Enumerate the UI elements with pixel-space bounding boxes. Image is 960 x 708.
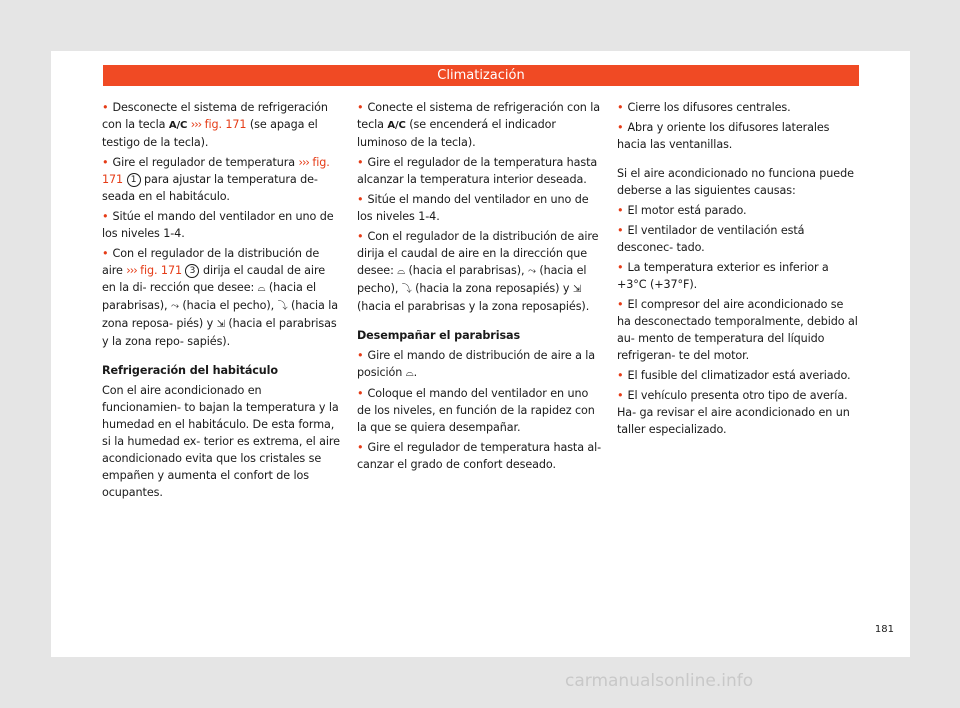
bullet-icon: • <box>617 224 624 237</box>
ac-key-label: A/C <box>387 120 406 131</box>
bullet-item: • Cierre los difusores centrales. <box>617 101 791 114</box>
bullet-item: • Abra y oriente los difusores laterales hacia las ventanillas. <box>617 121 830 151</box>
bullet-item: • Conecte el sistema de refrigeración con la tecla A/C (se encenderá el indicador luminoso de la tecla). <box>357 101 601 149</box>
bullet-icon: • <box>357 101 364 114</box>
figure-link[interactable]: fig. 171 <box>140 264 182 277</box>
bullet-icon: • <box>617 261 624 274</box>
bullet-item: • Sitúe el mando del ventilador en uno de los niveles 1-4. <box>102 210 334 240</box>
bullet-icon: • <box>102 101 109 114</box>
bullet-item: • El ventilador de ventilación está desconec- tado. <box>617 224 805 254</box>
figure-link[interactable]: fig. 171 <box>204 118 247 131</box>
bullet-icon: • <box>357 387 364 400</box>
bullet-item: • Gire el mando de distribución de aire a la posición ⌓. <box>357 347 602 382</box>
bullet-icon: • <box>357 349 364 362</box>
manual-page <box>51 51 910 657</box>
bullet-icon: • <box>617 121 624 134</box>
bullet-item: • El vehículo presenta otro tipo de avería. Ha- ga revisar el aire acondicionado en un taller especializado. <box>617 389 850 436</box>
bullet-item: • El motor está parado. <box>617 204 747 217</box>
bullet-item: • Gire el regulador de temperatura ››› fig. 171 1 para ajustar la temperatura de- seada en el habitáculo. <box>102 156 330 203</box>
section-header: Climatización <box>103 65 859 86</box>
bullet-item: • Sitúe el mando del ventilador en uno de los niveles 1-4. <box>357 193 589 223</box>
bullet-item: • Con el regulador de la distribución de aire dirija el caudal de aire en la dirección que desee: ⌓ (hacia el parabrisas), ⤳ (hacia el pecho), ⤵ (hacia la zona reposapiés) y ⇲ (hacia el parabrisas y la zona reposapiés). <box>357 230 599 313</box>
column-left <box>102 99 342 504</box>
paragraph: Con el aire acondicionado en funcionamien- to bajan la temperatura y la humedad en el habitáculo. De esta forma, si la humedad ex- terior es extrema, el aire acondicionado evita que los cristales se empañen y aumenta el confort de los ocupantes. <box>102 384 340 499</box>
windshield-icon: ⌓ <box>257 283 266 294</box>
bullet-icon: • <box>617 369 624 382</box>
bullet-icon: • <box>357 230 364 243</box>
bullet-item: • Gire el regulador de la temperatura hasta alcanzar la temperatura interior deseada. <box>357 156 598 186</box>
feet-airflow-icon: ⤵ <box>401 284 412 295</box>
bullet-item: • Desconecte el sistema de refrigeración con la tecla A/C ››› fig. 171 (se apaga el testigo de la tecla). <box>102 101 328 149</box>
bullet-icon: • <box>357 441 364 454</box>
section-heading: Refrigeración del habitáculo <box>102 364 278 377</box>
bullet-item: • La temperatura exterior es inferior a +3°C (+37°F). <box>617 261 829 291</box>
figure-link[interactable]: fig. 171 <box>102 156 330 186</box>
section-heading: Desempañar el parabrisas <box>357 329 521 342</box>
paragraph: Si el aire acondicionado no funciona puede deberse a las siguientes causas: <box>617 167 854 197</box>
windshield-icon: ⌓ <box>405 368 414 379</box>
callout-number: 3 <box>185 264 199 278</box>
bullet-icon: • <box>102 156 109 169</box>
bullet-icon: • <box>617 298 624 311</box>
windshield-feet-icon: ⇲ <box>572 284 582 295</box>
bullet-item: • Gire el regulador de temperatura hasta al- canzar el grado de confort deseado. <box>357 441 602 471</box>
chest-airflow-icon: ⤳ <box>170 301 179 312</box>
feet-airflow-icon: ⤵ <box>277 301 288 312</box>
bullet-item: • Con el regulador de la distribución de aire ››› fig. 171 3 dirija el caudal de aire en la di- rección que desee: ⌓ (hacia el parabrisas), ⤳ (hacia el pecho), ⤵ (hacia la zona reposa- piés) y ⇲ (hacia el parabrisas y la zona repo- sapiés). <box>102 247 339 348</box>
bullet-icon: • <box>617 204 624 217</box>
column-right <box>617 99 859 441</box>
bullet-icon: • <box>102 247 109 260</box>
bullet-icon: • <box>617 389 624 402</box>
bullet-icon: • <box>102 210 109 223</box>
bullet-icon: • <box>357 156 364 169</box>
watermark-text: carmanualsonline.info <box>565 671 754 691</box>
page-number: 181 <box>874 624 894 635</box>
bullet-icon: • <box>357 193 364 206</box>
chest-airflow-icon: ⤳ <box>527 266 536 277</box>
windshield-feet-icon: ⇲ <box>216 319 225 330</box>
column-middle <box>357 99 602 476</box>
ac-key-label: A/C <box>168 120 188 131</box>
windshield-icon: ⌓ <box>397 266 406 277</box>
bullet-item: • Coloque el mando del ventilador en uno de los niveles, en función de la rapidez con la que se quiera desempañar. <box>357 387 595 434</box>
bullet-item: • El fusible del climatizador está averiado. <box>617 369 851 382</box>
bullet-icon: • <box>617 101 624 114</box>
callout-number: 1 <box>127 173 141 187</box>
bullet-item: • El compresor del aire acondicionado se ha desconectado temporalmente, debido al au- mento de temperatura del líquido refrigeran- te del motor. <box>617 298 858 362</box>
